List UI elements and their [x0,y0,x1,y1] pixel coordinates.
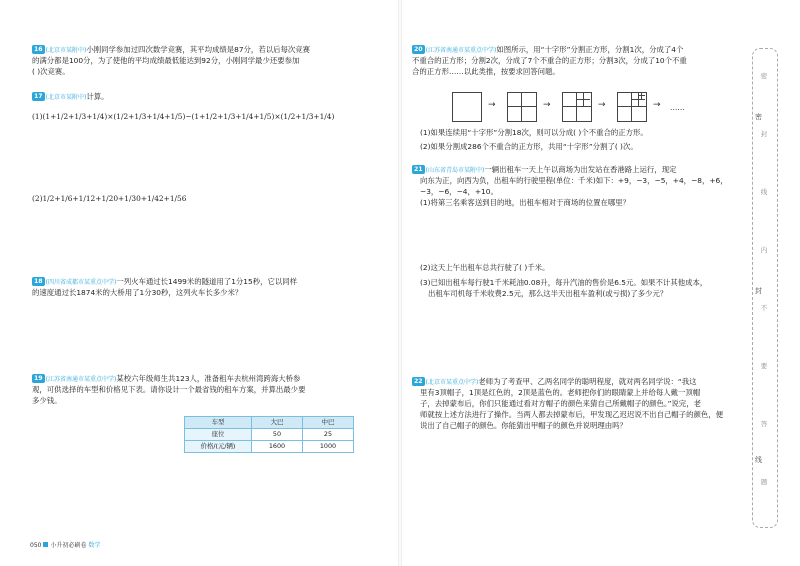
expression-2 [32,193,186,204]
question-21-subquestion-2 [420,262,750,273]
expression-1 [32,111,334,122]
table-cell: 25 [303,429,354,441]
expression-label: (1) [32,112,43,121]
subquestion: (2)这天上午出租车总共行驶了( )千米。 [420,263,550,272]
question-20 [412,44,742,77]
question-number: 20 [414,46,423,53]
book-gutter [398,0,402,566]
question-text: 里有3顶帽子，1顶是红色的，2顶是蓝色的。老师把你们的眼睛蒙上并给每人戴一顶帽 [420,388,701,398]
divider-line [631,99,645,100]
question-text: 合的正方形……以此类推，按要求回答问题。 [412,67,560,77]
book-title: 小升初必刷卷 [50,542,87,549]
table-cell: 50 [252,429,303,441]
question-text: 计算。 [86,92,109,101]
divider-line [562,106,591,107]
question-16 [32,44,380,77]
table-row [185,429,354,441]
question-21-subquestion-3 [420,277,750,299]
question-source: (江苏省南通市某重点中学) [425,47,497,54]
question-text: 向东为正，向西为负，出租车的行驶里程(单位：千米)如下：+9，−3，−5，+4，−8，+6， [420,176,728,186]
table-header-cell: 中巴 [303,417,354,429]
question-21 [412,164,742,208]
table-header-cell: 大巴 [252,417,303,429]
question-text: 师就按上述方法进行了操作。当两人都去掉蒙布后，甲发现乙迟迟说不出自己帽子的颜色，便 [420,410,724,420]
page-footer [30,541,100,550]
page-number: 050 [30,542,42,549]
question-text: 观，可供选择的车型和价格见下表。请你设计一个最省钱的租车方案，并算出最少要 [32,385,306,395]
divider-line [638,95,645,96]
square-step-3 [617,92,647,122]
table-header-cell: 车型 [185,417,252,429]
divider-line [617,106,646,107]
question-number: 21 [414,166,423,173]
seal-mark: 封 [755,287,762,295]
table-cell: 1000 [303,441,354,453]
question-text: 某校六年级师生共123人，准备租车去杭州湾跨海大桥参 [116,374,301,383]
seal-char: 密 [760,72,768,80]
question-text: 如图所示，用“十字形”分割正方形，分割1次，分成了4个 [496,45,684,54]
expression-text: 1/2+1/6+1/12+1/20+1/30+1/42+1/56 [42,194,187,203]
seal-mark: 线 [755,456,762,464]
question-source: (四川省成都市某重点中学) [45,279,117,286]
question-text: 老师为了考查甲、乙两名同学的聪明程度，就对两名同学说：“我这 [478,377,697,386]
question-text: 子，去掉蒙布后，你们只能通过看对方帽子的颜色来猜自己所戴帽子的颜色。”说完，老 [420,399,701,409]
footer-mark-icon [43,542,48,547]
question-number: 16 [34,46,43,53]
arrow-icon: → [598,100,606,110]
seal-char: 封 [760,130,768,138]
question-text: −3，−6，−4，+10。 [420,187,498,197]
subquestion: (1)如果连续用“十字形”分割18次，则可以分成( )个不重合的正方形。 [420,128,648,137]
arrow-icon: → [653,100,661,110]
question-number: 22 [414,378,423,385]
question-source: (江苏省南通市某重点中学) [45,376,117,383]
subject-label: 数学 [88,542,101,549]
table-row [185,441,354,453]
seal-char: 内 [760,246,768,254]
square-step-2 [562,92,592,122]
subquestion: (2)如果分割成286个不重合的正方形，共用“十字形”分割了( )次。 [420,142,638,152]
subquestion: 出租车司机每千米收费2.5元，那么这半天出租车盈利(或亏损)了多少元？ [428,289,668,299]
expression-text: (1+1/2+1/3+1/4)×(1/2+1/3+1/4+1/5)−(1+1/2+1/3+1/4+1/5)×(1/2+1/3+1/4) [42,112,335,121]
table-cell: 座位 [185,429,252,441]
question-source: (北京市某附中) [45,94,87,101]
ellipsis: …… [670,103,685,112]
question-text: 一辆出租车一天上午以商场为出发站在香港路上运行，现定 [484,165,677,174]
question-text: 多少钱。 [32,396,62,406]
question-text: 的满分都是100分，为了使他的平均成绩最低能达到92分，小刚同学最少还要参加 [32,56,300,66]
question-source: (北京市某重点中学) [425,379,479,386]
question-18 [32,276,380,298]
square-step-0 [452,92,482,122]
question-22 [412,376,742,432]
divider-line [576,99,590,100]
subquestion: (3)已知出租车每行驶1千米耗油0.08升，每升汽油的售价是6.5元。如果不计其他成本， [420,278,708,287]
table-cell: 价格/(元/辆) [185,441,252,453]
question-text: 说出了自己帽子的颜色。你能猜出甲帽子的颜色并说明理由吗？ [420,421,627,431]
question-source: (山东省青岛市某附中) [425,167,485,174]
question-number: 18 [34,278,43,285]
seal-char: 要 [760,362,768,370]
question-19 [32,373,380,406]
question-number: 19 [34,375,43,382]
arrow-icon: → [488,100,496,110]
question-source: (北京市某附中) [45,47,87,54]
subquestion: (1)将第三名乘客送到目的地，出租车相对于商场的位置在哪里？ [420,198,631,208]
square-step-1 [507,92,537,122]
arrow-icon: → [543,100,551,110]
table-header-row [185,417,354,429]
divider-line [507,106,536,107]
question-text: 小刚同学参加过四次数学竞赛，其平均成绩是87分，若以后每次竞赛 [86,45,311,54]
seal-char: 不 [760,304,768,312]
bus-price-table [184,416,354,453]
expression-label: (2) [32,194,43,203]
question-20-subquestions [420,127,750,152]
seal-char: 线 [760,188,768,196]
seal-mark: 密 [755,113,762,121]
table-cell: 1600 [252,441,303,453]
question-text: ( )次竞赛。 [32,67,70,77]
question-text: 不重合的正方形；分割2次，分成了7个不重合的正方形；分割3次，分成了10个不重 [412,56,687,66]
seal-char: 题 [760,478,768,486]
question-text: 的速度通过长1874米的大桥用了1分30秒，这列火车长多少米？ [32,288,243,298]
question-17 [32,91,380,102]
seal-char: 答 [760,420,768,428]
question-text: 一列火车通过长1499米的隧道用了1分15秒，它以同样 [116,277,298,286]
question-number: 17 [34,93,43,100]
